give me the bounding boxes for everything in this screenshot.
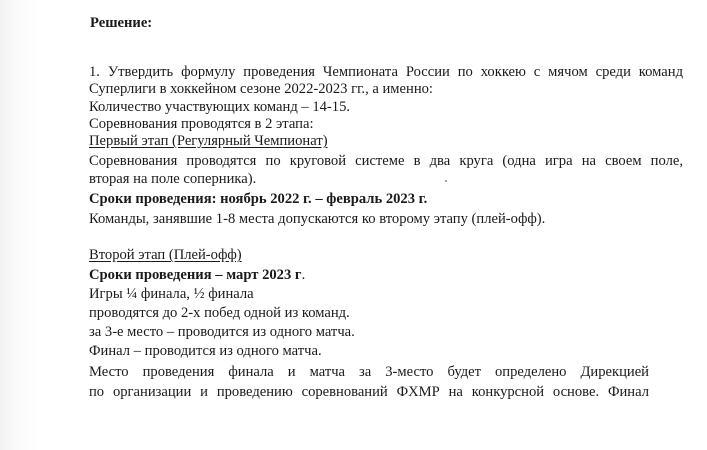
stage2-third-place: за 3-е место – проводится из одного матча. bbox=[89, 324, 355, 340]
stage1-desc-line1: Соревнования проводятся по круговой системе в два круга (одна игра на своем поле, bbox=[89, 153, 683, 169]
stage2-games: Игры ¼ финала, ½ финала bbox=[89, 286, 254, 302]
stage2-venue-line1: Место проведения финала и матча за 3-место будет определено Дирекцией bbox=[89, 364, 649, 380]
stages-count: Соревнования проводятся в 2 этапа: bbox=[89, 116, 314, 132]
stage2-title: Второй этап (Плей-офф) bbox=[89, 247, 242, 263]
item1-line1: 1. Утвердить формулу проведения Чемпионата России по хоккею с мячом среди команд bbox=[89, 64, 683, 80]
stage2-bestof: проводятся до 2-х побед одной из команд. bbox=[89, 305, 350, 321]
item1-line2: Суперлиги в хоккейном сезоне 2022-2023 гг., а именно: bbox=[89, 81, 433, 97]
section-heading: Решение: bbox=[90, 15, 153, 31]
stage2-dates-punct: . bbox=[301, 267, 306, 283]
stage2-dates-label: Сроки проведения – март 2023 г bbox=[89, 267, 302, 283]
scan-speck bbox=[445, 180, 447, 182]
teams-count: Количество участвующих команд – 14-15. bbox=[89, 99, 351, 115]
stage1-desc-line2: вторая на поле соперника). bbox=[89, 171, 257, 187]
stage1-dates: Сроки проведения: ноябрь 2022 г. – февраль 2023 г. bbox=[89, 191, 428, 207]
stage2-venue-line2: по организации и проведению соревнований ФХМР на конкурсной основе. Финал bbox=[89, 384, 649, 400]
stage2-dates bbox=[89, 266, 305, 284]
stage1-advance: Команды, занявшие 1-8 места допускаются ко второму этапу (плей-офф). bbox=[89, 211, 546, 227]
stage1-title: Первый этап (Регулярный Чемпионат) bbox=[89, 133, 328, 149]
stage2-final: Финал – проводится из одного матча. bbox=[89, 343, 322, 359]
